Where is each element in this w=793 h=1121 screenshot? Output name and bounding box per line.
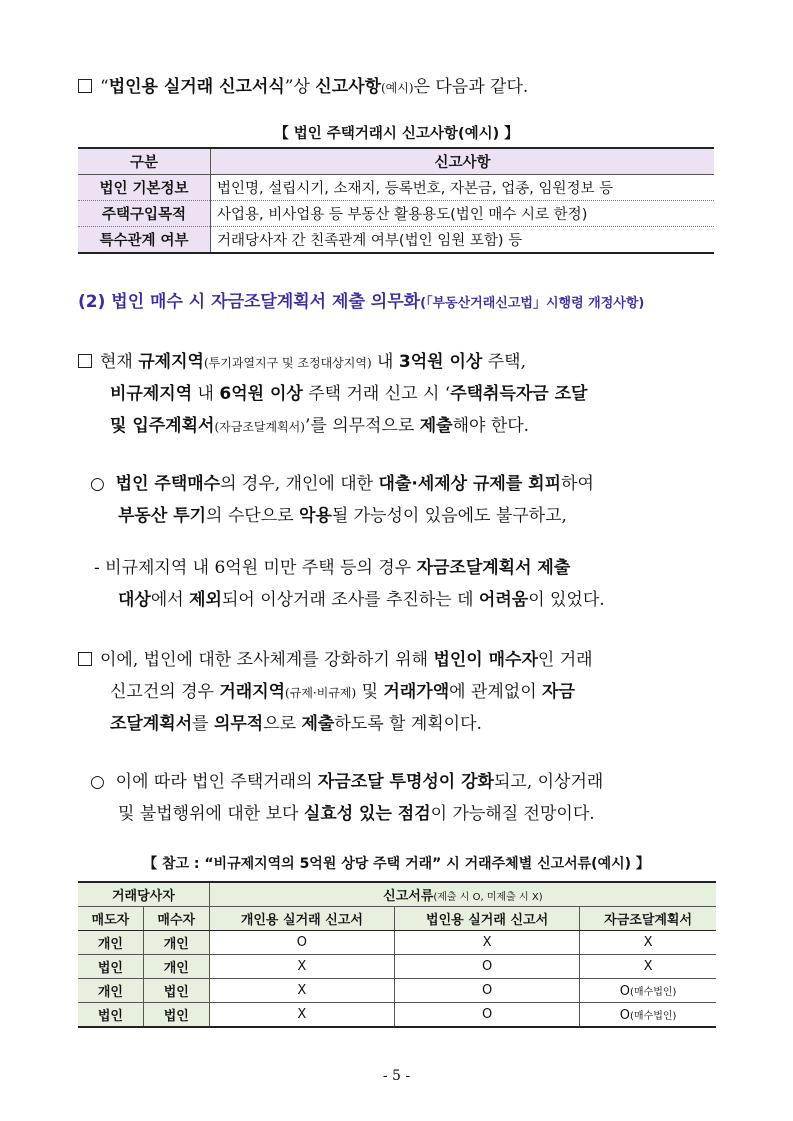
checkbox-icon [78,354,92,368]
row-value: 법인명, 설립시기, 소재지, 등록번호, 자본금, 업종, 임원정보 등 [211,175,715,201]
buyer-header: 매수자 [143,907,209,931]
para3-line2: 대상에서 제외되어 이상거래 조사를 추진하는 데 어려움이 있었다. [118,590,605,610]
table-row: 법인 법인 X O O(매수법인) [78,1003,716,1028]
para4-line3: 조달계획서를 의무적으로 제출하도록 할 계획이다. [110,714,482,734]
reference-docs-table [78,881,716,1028]
table-row: 개인 개인 O X X [78,931,716,955]
row-value: 거래당사자 간 친족관계 여부(법인 임원 포함) 등 [211,227,715,254]
para2-line1: ○ 법인 주택매수의 경우, 개인에 대한 대출·세제상 규제를 회피하여 [90,474,594,494]
para1-line3: 및 입주계획서(자금조달계획서)’를 의무적으로 제출해야 한다. [110,416,530,436]
para3-line1: - 비규제지역 내 6억원 미만 주택 등의 경우 자금조달계획서 제출 [94,558,571,578]
table1-header-category: 구분 [78,148,211,175]
table-row: 개인 법인 X O O(매수법인) [78,979,716,1003]
report-items: 신고사항 [315,77,381,97]
checkbox-icon [78,652,92,666]
intro-line: “법인용 실거래 신고서식”상 신고사항(예시)은 다음과 같다. [78,72,528,97]
dash-icon: - [94,558,100,578]
para5-line2: 및 불법행위에 대한 보다 실효성 있는 점검이 가능해질 전망이다. [118,804,595,824]
para2-line2: 부동산 투기의 수단으로 악용될 가능성이 있음에도 불구하고, [118,506,567,526]
row-value: 사업용, 비사업용 등 부동산 활용용도(법인 매수 시로 한정) [211,201,715,227]
section-title: (2) 법인 매수 시 자금조달계획서 제출 의무화 [78,292,421,312]
para1-line1: 현재 규제지역(투기과열지구 및 조정대상지역) 내 3억원 이상 주택, [78,347,526,372]
funding-plan-header: 자금조달계획서 [580,907,716,931]
form-name: 법인용 실거래 신고서식 [108,77,285,97]
table-row [78,201,714,227]
corporate-report-header: 법인용 실거래 신고서 [394,907,579,931]
para4-line1: 이에, 법인에 대한 조사체계를 강화하기 위해 법인이 매수자인 거래 [78,645,593,670]
section-heading [78,287,644,312]
personal-report-header: 개인용 실거래 신고서 [209,907,394,931]
para4-line2: 신고건의 경우 거래지역(규제·비규제) 및 거래가액에 관계없이 자금 [110,682,575,702]
table-row: 법인 개인 X O X [78,955,716,979]
seller-header: 매도자 [78,907,143,931]
table1-caption: 【 법인 주택거래시 신고사항(예시) 】 [274,126,519,142]
checkbox-icon [78,79,92,93]
table-row [78,175,714,201]
section-subtitle: (「부동산거래신고법」시행령 개정사항) [420,296,645,311]
docs-header: 신고서류(제출 시 O, 미제출 시 X) [209,882,716,907]
row-label: 법인 기본정보 [78,175,211,201]
table1-header-items: 신고사항 [211,148,715,175]
page-number: - 5 - [382,1068,411,1084]
para5-line1: ○ 이에 따라 법인 주택거래의 자금조달 투명성이 강화되고, 이상거래 [90,772,604,792]
bullet-icon: ○ [90,474,105,494]
bullet-icon: ○ [90,772,105,792]
row-label: 특수관계 여부 [78,227,211,254]
para1-line2: 비규제지역 내 6억원 이상 주택 거래 신고 시 ‘주택취득자금 조달 [110,384,588,404]
row-label: 주택구입목적 [78,201,211,227]
table-row [78,227,714,254]
table2-caption: 【 참고 : “비규제지역의 5억원 상당 주택 거래” 시 거래주체별 신고서류(예시) 】 [143,856,650,872]
party-header: 거래당사자 [78,882,209,907]
report-items-table [78,147,714,254]
